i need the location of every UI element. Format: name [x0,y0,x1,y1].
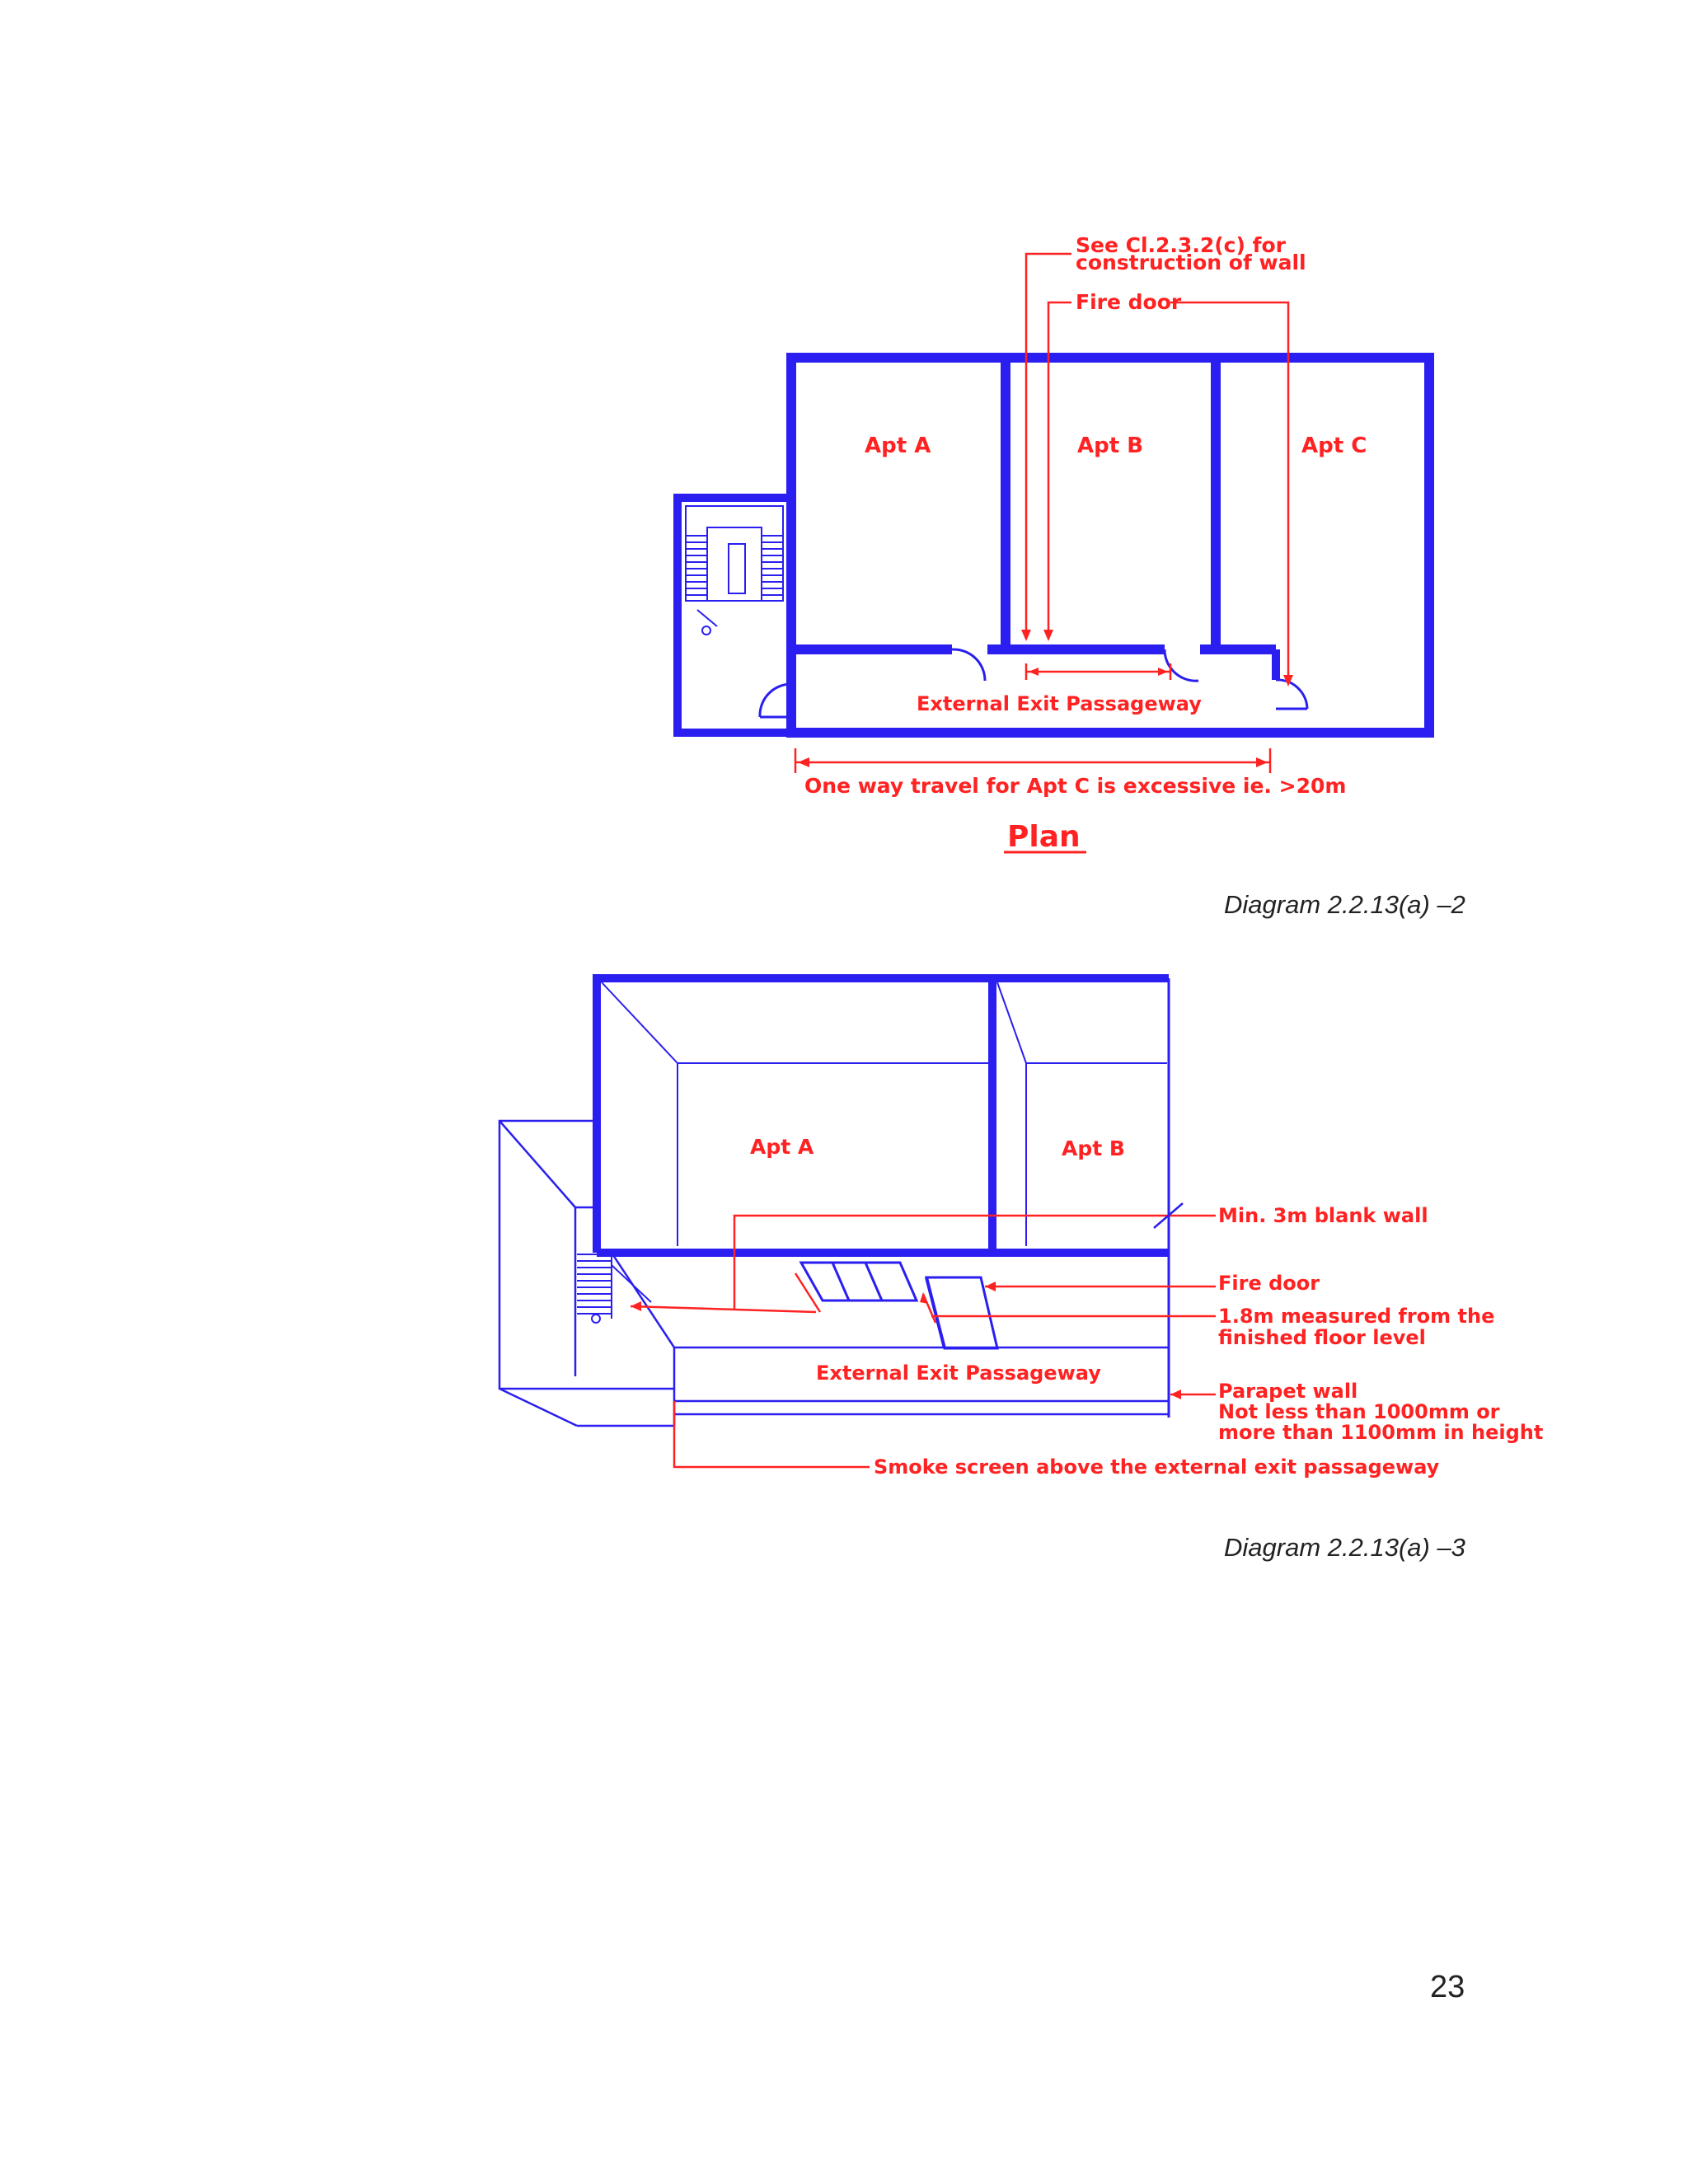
staircase [686,506,783,635]
opening-arrow [631,1273,820,1312]
apt-c-label: Apt C [1301,434,1367,458]
caption-diagram-3: Diagram 2.2.13(a) –3 [1224,1533,1465,1562]
page-number: 23 [1430,1970,1465,2004]
iso-apt-b-label: Apt B [1062,1137,1125,1160]
height-note-1: 1.8m measured from the [1218,1305,1495,1328]
wall-span-dimension [1026,663,1170,680]
wall-note-text-1: See Cl.2.3.2(c) for [1076,233,1286,257]
smoke-screen-leader [674,1401,870,1467]
smoke-screen-note: Smoke screen above the external exit passageway [874,1455,1440,1479]
apt-a-door-swing [952,649,985,681]
plan-title: Plan [1007,820,1081,854]
caption-diagram-2: Diagram 2.2.13(a) –2 [1224,890,1465,919]
room-perspective-lines [602,982,1167,1246]
corridor-windows [801,1263,917,1301]
isometric-diagram [0,956,1688,1492]
height-leader [920,1292,1216,1323]
fire-door-label: Fire door [1076,290,1182,314]
building-outline [791,358,1429,733]
building-top-wall [597,978,1169,1253]
staircase-iso [577,1254,651,1323]
iso-fire-door-label: Fire door [1218,1272,1320,1295]
iso-apt-a-label: Apt A [750,1135,814,1159]
parapet-note-3: more than 1100mm in height [1218,1421,1544,1444]
apt-c-door-swing [1276,680,1307,709]
parapet-note-1: Parapet wall [1218,1380,1358,1403]
isometric-drawing [0,956,1688,1492]
iso-passageway-label: External Exit Passageway [816,1361,1101,1385]
plan-drawing [0,223,1688,865]
parapet-leader [1170,1390,1216,1399]
height-note-2: finished floor level [1218,1326,1426,1349]
wall-note-text-2: construction of wall [1076,251,1306,274]
apt-b-label: Apt B [1077,434,1144,458]
travel-distance-dimension [795,748,1270,773]
stair-core [678,498,791,733]
passageway-label: External Exit Passageway [917,692,1202,715]
fire-door-iso-leader [985,1282,1216,1291]
blank-wall-label: Min. 3m blank wall [1218,1204,1428,1227]
wall-note-leader [1021,254,1071,641]
apt-a-label: Apt A [865,434,931,458]
parapet-note-2: Not less than 1000mm or [1218,1400,1500,1423]
travel-distance-note: One way travel for Apt C is excessive ie. >20m [804,774,1347,798]
plan-diagram [0,223,1688,865]
